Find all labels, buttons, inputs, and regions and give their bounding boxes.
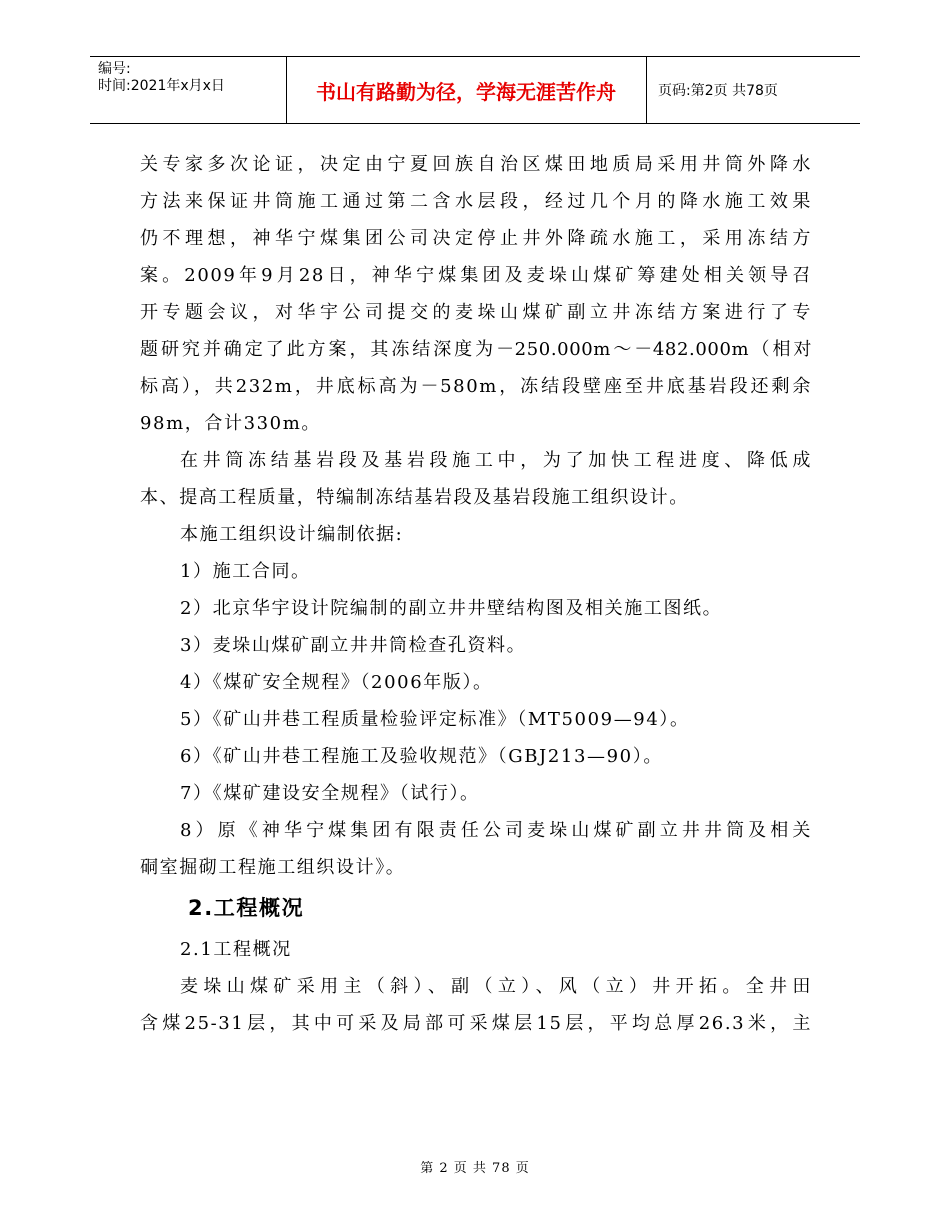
paragraph-line: 标高），共232m，井底标高为－580m，冻结段壁座至井底基岩段还剩余 (140, 376, 812, 397)
header-divider-right (646, 57, 647, 123)
basis-item: 7）《煤矿建设安全规程》（试行）。 (180, 783, 480, 804)
paragraph-line: 麦垛山煤矿采用主（斜）、副（立）、风（立）井开拓。全井田 (180, 976, 812, 997)
paragraph-line: 方法来保证井筒施工通过第二含水层段，经过几个月的降水施工效果 (140, 191, 812, 212)
header-meta (98, 61, 225, 95)
paragraph-line: 案。2009年9月28日，神华宁煤集团及麦垛山煤矿筹建处相关领导召 (140, 265, 812, 286)
basis-item-continuation: 硐室掘砌工程施工组织设计》。 (140, 857, 406, 878)
paragraph-line: 关专家多次论证，决定由宁夏回族自治区煤田地质局采用井筒外降水 (140, 154, 812, 175)
paragraph-line: 本、提高工程质量，特编制冻结基岩段及基岩段施工组织设计。 (140, 487, 689, 508)
paragraph-line: 开专题会议，对华宇公司提交的麦垛山煤矿副立井冻结方案进行了专 (140, 302, 812, 323)
paragraph-line: 仍不理想，神华宁煤集团公司决定停止井外降疏水施工，采用冻结方 (140, 228, 812, 249)
basis-item: 1）施工合同。 (180, 561, 311, 582)
section-heading: 2.工程概况 (188, 896, 305, 920)
header-page-info: 页码:第2页 共78页 (658, 83, 778, 99)
document-body (140, 146, 812, 1042)
basis-item: 8）原《神华宁煤集团有限责任公司麦垛山煤矿副立井井筒及相关 (180, 820, 812, 841)
paragraph-line: 题研究并确定了此方案，其冻结深度为－250.000m～－482.000m（相对 (140, 339, 812, 360)
subsection-heading: 2.1工程概况 (180, 939, 292, 960)
basis-item: 4）《煤矿安全规程》（2006年版）。 (180, 672, 493, 693)
basis-item: 5）《矿山井巷工程质量检验评定标准》（MT5009—94）。 (180, 709, 690, 730)
document-time: 时间:2021年x月x日 (98, 78, 225, 94)
paragraph-line: 含煤25-31层，其中可采及局部可采煤层15层，平均总厚26.3米，主 (140, 1013, 812, 1034)
document-number-label: 编号: (98, 61, 131, 77)
basis-item: 3）麦垛山煤矿副立井井筒检查孔资料。 (180, 635, 527, 656)
basis-item: 6）《矿山井巷工程施工及验收规范》（GBJ213—90）。 (180, 746, 663, 767)
basis-intro: 本施工组织设计编制依据: (180, 524, 404, 545)
page-header (90, 56, 860, 124)
page-footer: 第 2 页 共 78 页 (420, 1161, 530, 1176)
paragraph-line: 98m，合计330m。 (140, 413, 321, 434)
header-motto: 书山有路勤为径，学海无涯苦作舟 (316, 79, 616, 104)
paragraph-line: 在井筒冻结基岩段及基岩段施工中，为了加快工程进度、降低成 (180, 450, 812, 471)
basis-item: 2）北京华宇设计院编制的副立井井壁结构图及相关施工图纸。 (180, 598, 723, 619)
